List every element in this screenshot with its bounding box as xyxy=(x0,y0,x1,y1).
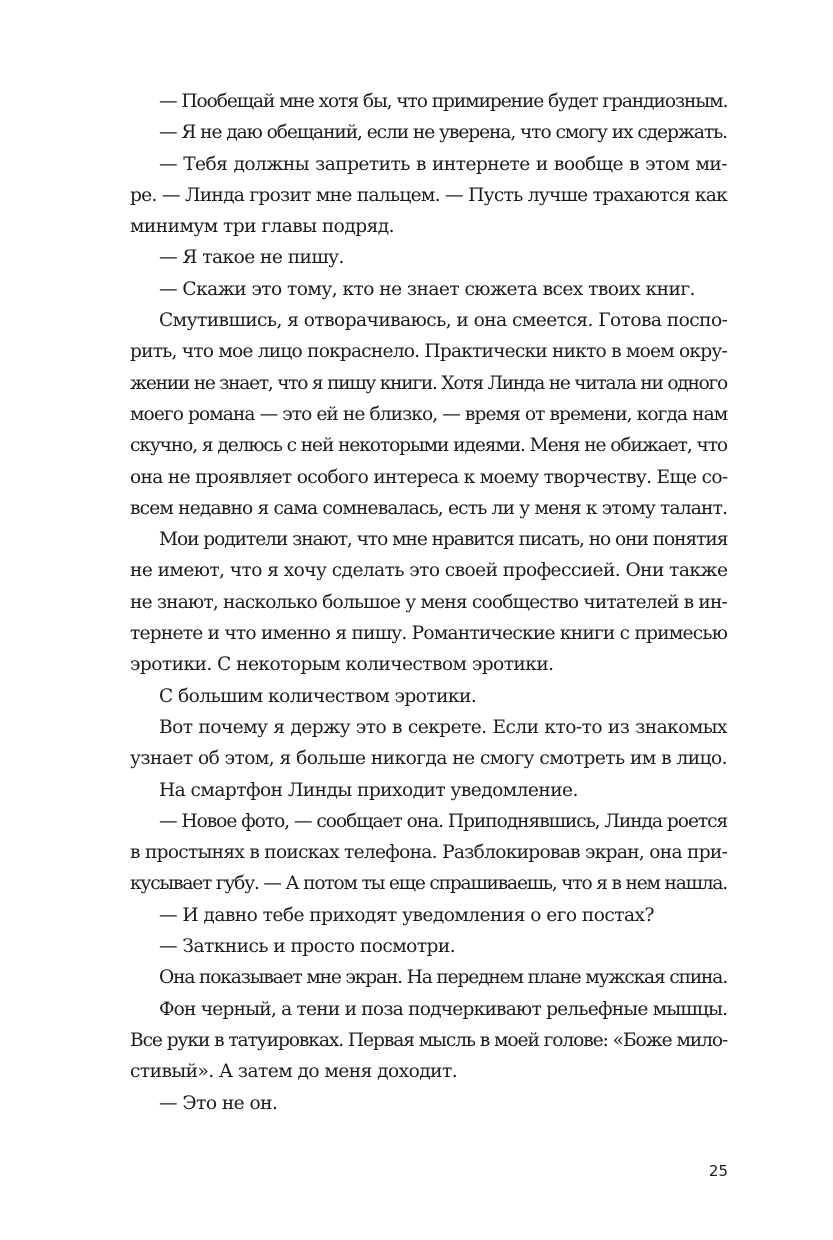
text-line: жении не знает, что я пишу книги. Хотя Линда не читала ни одного xyxy=(130,372,727,394)
text-line: узнает об этом, я больше никогда не смогу смотреть им в лицо. xyxy=(130,748,727,770)
text-line: — И давно тебе приходят уведомления о его постах? xyxy=(159,904,654,926)
text-line: Она показывает мне экран. На переднем плане мужская спина. xyxy=(159,967,727,989)
text-line: она не проявляет особого интереса к моему творчеству. Еще со- xyxy=(130,466,728,488)
text-line: минимум три главы подряд. xyxy=(130,216,395,238)
text-line: в простынях в поисках телефона. Разблокировав экран, она при- xyxy=(130,842,728,864)
text-line: На смартфон Линды приходит уведомление. xyxy=(159,779,578,801)
text-line: — Новое фото, — сообщает она. Приподнявшись, Линда роется xyxy=(159,810,728,832)
text-line: — Тебя должны запретить в интернете и вообще в этом ми- xyxy=(159,153,727,175)
text-line: — Скажи это тому, кто не знает сюжета всех твоих книг. xyxy=(159,278,695,300)
text-line: стивый». А затем до меня доходит. xyxy=(130,1061,458,1083)
text-line: всем недавно я сама сомневалась, есть ли у меня к этому талант. xyxy=(130,497,728,519)
page-number: 25 xyxy=(708,1162,728,1180)
text-line: — Я такое не пишу. xyxy=(159,247,344,269)
text-line: моего романа — это ей не близко, — время от времени, когда нам xyxy=(130,403,728,425)
text-line: Все руки в татуировках. Первая мысль в моей голове: «Боже мило- xyxy=(130,1029,728,1051)
text-line: Фон черный, а тени и поза подчеркивают рельефные мышцы. xyxy=(159,998,728,1020)
text-line: — Пообещай мне хотя бы, что примирение будет грандиозным. xyxy=(159,91,728,112)
text-line: кусывает губу. — А потом ты еще спрашиваешь, что я в нем нашла. xyxy=(130,873,727,895)
text-line: ре. — Линда грозит мне пальцем. — Пусть лучше трахаются как xyxy=(130,184,727,206)
text-line: Смутившись, я отворачиваюсь, и она смеется. Готова поспо- xyxy=(159,310,728,332)
text-line: — Я не даю обещаний, если не уверена, что смогу их сдержать. xyxy=(159,122,728,144)
text-line: — Это не он. xyxy=(159,1092,278,1114)
text-line: не знают, насколько большое у меня сообщество читателей в ин- xyxy=(130,591,727,613)
text-line: тернете и что именно я пишу. Романтические книги с примесью xyxy=(130,623,728,645)
text-line: Мои родители знают, что мне нравится писать, но они понятия xyxy=(159,529,728,551)
text-line: С большим количеством эротики. xyxy=(159,685,477,707)
text-line: скучно, я делюсь с ней некоторыми идеями. Меня не обижает, что xyxy=(130,435,727,457)
text-line: Вот почему я держу это в секрете. Если кто-то из знакомых xyxy=(159,716,727,738)
text-line: — Заткнись и просто посмотри. xyxy=(159,936,456,958)
text-line: не имеют, что я хочу сделать это своей профессией. Они также xyxy=(130,560,728,582)
book-page-text xyxy=(130,86,727,1119)
text-line: эротики. С некоторым количеством эротики. xyxy=(130,654,554,676)
text-line: рить, что мое лицо покраснело. Практически никто в моем окру- xyxy=(130,341,727,363)
